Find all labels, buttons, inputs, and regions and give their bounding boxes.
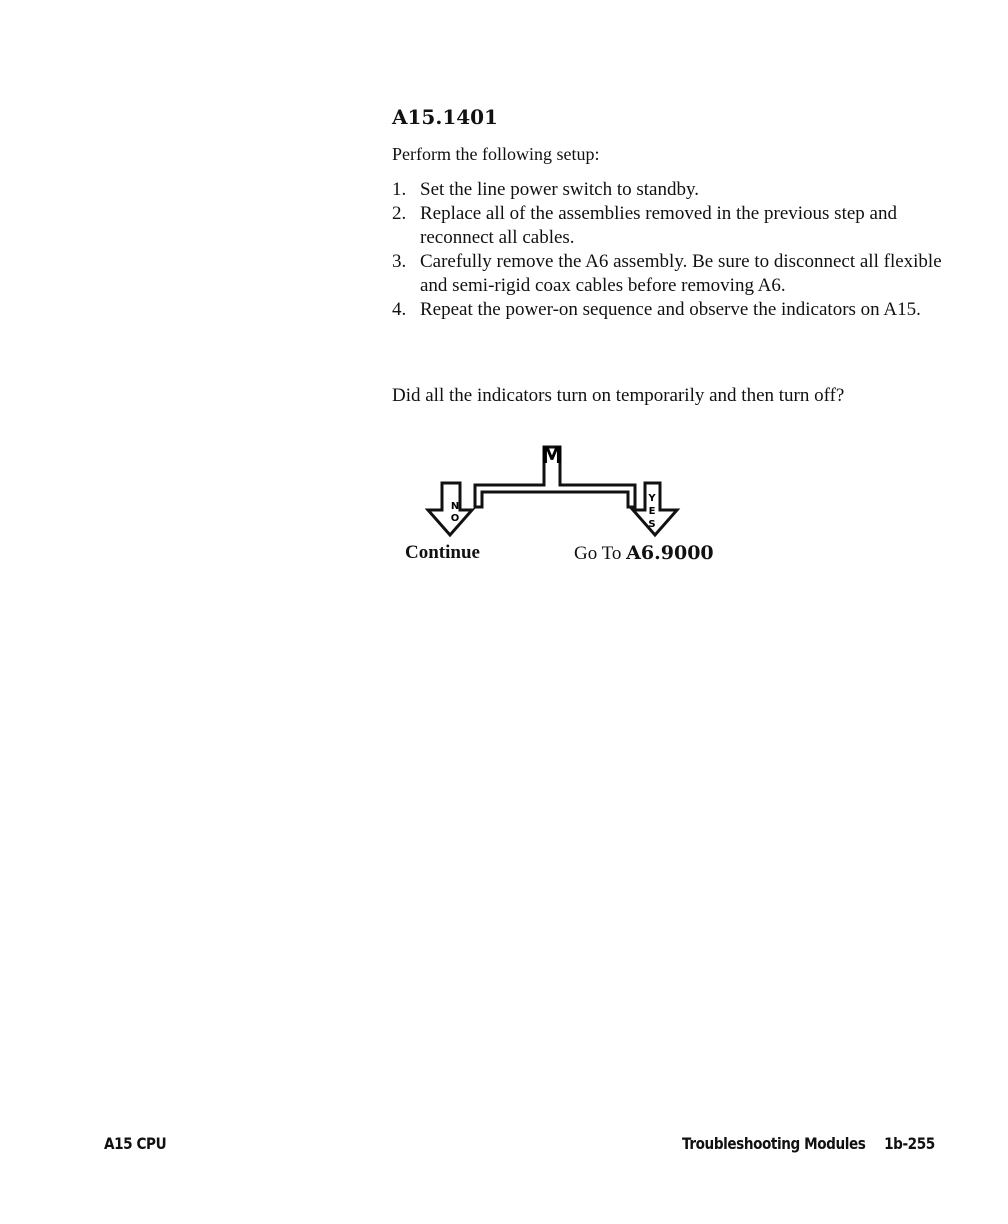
step-number: 3.	[392, 251, 407, 272]
flow-top-letter: M	[541, 444, 563, 469]
yes-letter: E	[648, 506, 656, 517]
step-number: 1.	[392, 179, 407, 200]
step-text: Set the line power switch to standby.	[420, 179, 699, 200]
footer-right	[682, 1134, 935, 1153]
yes-letter: Y	[648, 493, 656, 504]
no-letter: N	[450, 501, 460, 512]
no-branch-label: Continue	[405, 542, 480, 563]
step-number: 2.	[392, 203, 407, 224]
footer-chapter-title: Troubleshooting Modules	[682, 1134, 866, 1153]
setup-steps	[392, 178, 952, 322]
yes-letter: S	[648, 519, 656, 530]
step-item	[392, 202, 952, 250]
yes-branch-label	[574, 542, 714, 565]
step-text: Repeat the power-on sequence and observe the indicators on A15.	[420, 299, 921, 320]
step-item	[392, 178, 952, 202]
footer-section-name: A15 CPU	[104, 1134, 167, 1153]
yes-branch-target: A6.9000	[626, 542, 714, 564]
decision-question: Did all the indicators turn on temporarily and then turn off?	[392, 385, 845, 406]
step-number: 4.	[392, 299, 407, 320]
step-text: Carefully remove the A6 assembly. Be sure to disconnect all flexible and semi-rigid coax cables before removing A6.	[420, 251, 942, 296]
intro-text: Perform the following setup:	[392, 144, 600, 164]
step-text: Replace all of the assemblies removed in the previous step and reconnect all cables.	[420, 203, 897, 248]
page-number: 1b-255	[884, 1134, 935, 1153]
yes-branch-prefix: Go To	[574, 543, 622, 564]
decision-flow-diagram	[420, 435, 700, 555]
no-letter: O	[450, 513, 460, 524]
step-item	[392, 298, 952, 322]
step-item	[392, 250, 952, 298]
section-heading: A15.1401	[392, 105, 498, 129]
